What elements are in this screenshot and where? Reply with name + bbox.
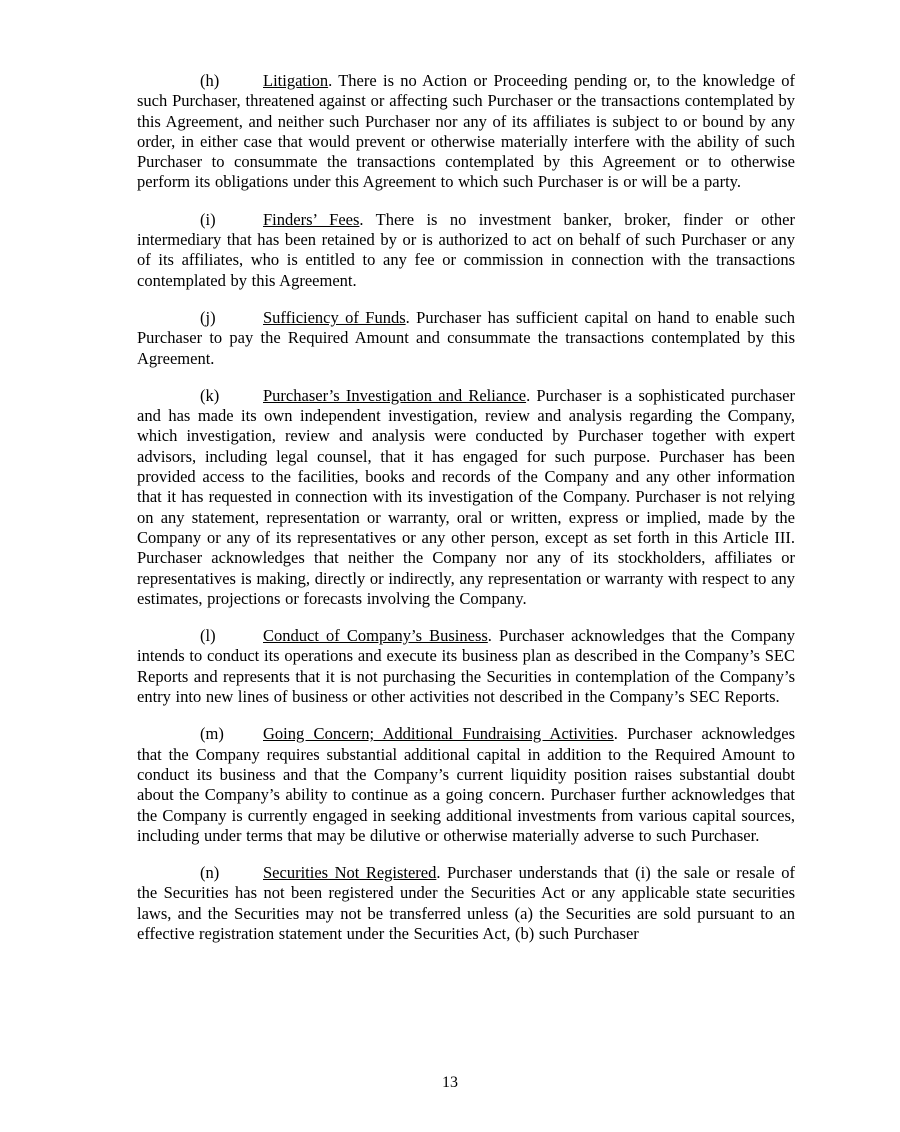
paragraph — [137, 724, 795, 846]
paragraph-body: . Purchaser understands that (i) the sale or resale of the Securities has not been registered under the Securities Act or any applicable state securities laws, and the Securities may not be transferred unless (a) the Securities are sold pursuant to an effective registration statement under the Securities Act, (b) such Purchaser — [137, 863, 795, 943]
paragraph — [137, 626, 795, 707]
paragraph — [137, 863, 795, 944]
paragraph-label: (j) — [200, 307, 216, 327]
paragraph-heading: Conduct of Company’s Business — [263, 626, 488, 646]
paragraph-body: . Purchaser has sufficient capital on hand to enable such Purchaser to pay the Required Amount and consummate the transactions contemplated by this Agreement. — [137, 307, 795, 368]
paragraph-heading: Purchaser’s Investigation and Reliance — [263, 385, 527, 405]
paragraph-body: . Purchaser is a sophisticated purchaser and has made its own independent investigation, review and analysis regarding the Company, which investigation, review and analysis were conducted by Purchaser together with expert advisors, including legal counsel, that it has engaged for such purpose. Purchaser has been provided access to the facilities, books and records of the Company and any other information that it has requested in connection with its investigation of the Company. Purchaser is not relying on any statement, representation or warranty, oral or written, express or implied, made by the Company or any of its representatives or any other person, except as set forth in this Article III. Purchaser acknowledges that neither the Company nor any of its stockholders, affiliates or representatives is making, directly or indirectly, any representation or warranty with respect to any estimates, projections or forecasts involving the Company. — [137, 385, 795, 608]
paragraph-heading: Going Concern; Additional Fundraising Activities — [263, 724, 614, 744]
paragraph-label: (n) — [200, 863, 220, 883]
paragraph-heading: Litigation — [263, 71, 329, 90]
paragraph-heading: Finders’ Fees — [263, 209, 360, 229]
paragraph — [137, 386, 795, 609]
paragraph-heading: Sufficiency of Funds — [263, 307, 406, 327]
paragraph-body: . Purchaser acknowledges that the Company intends to conduct its operations and execute its business plan as described in the Company’s SEC Reports and represents that it is not purchasing the Securities in contemplation of the Company’s entry into new lines of business or other activities not described in the Company’s SEC Reports. — [137, 626, 795, 707]
paragraph-label: (h) — [200, 71, 220, 90]
paragraph-label: (i) — [200, 209, 216, 229]
paragraph — [137, 210, 795, 291]
document-content — [137, 71, 795, 961]
paragraph — [137, 308, 795, 369]
paragraph-label: (l) — [200, 626, 216, 646]
paragraph-body: . There is no Action or Proceeding pending or, to the knowledge of such Purchaser, threatened against or affecting such Purchaser or the transactions contemplated by this Agreement, and neither such Purchaser nor any of its affiliates is subject to or bound by any order, in either case that would prevent or otherwise materially interfere with the ability of such Purchaser to consummate the transactions contemplated by this Agreement or to otherwise perform its obligations under this Agreement to which such Purchaser is or will be a party. — [137, 71, 795, 192]
paragraph-body: . Purchaser acknowledges that the Company requires substantial additional capital in addition to the Required Amount to conduct its business and that the Company’s current liquidity position raises substantial doubt about the Company’s ability to continue as a going concern. Purchaser further acknowledges that the Company is currently engaged in seeking additional investments from various capital sources, including under terms that may be dilutive or otherwise materially adverse to such Purchaser. — [137, 724, 795, 845]
page-number: 13 — [442, 1074, 458, 1091]
paragraph-label: (m) — [200, 724, 224, 744]
paragraph-body: . There is no investment banker, broker, finder or other intermediary that has been retained by or is authorized to act on behalf of such Purchaser or any of its affiliates, who is entitled to any fee or commission in connection with the transactions contemplated by this Agreement. — [137, 209, 796, 290]
paragraph — [137, 71, 795, 193]
paragraph-heading: Securities Not Registered — [263, 863, 437, 883]
paragraph-label: (k) — [200, 385, 220, 405]
